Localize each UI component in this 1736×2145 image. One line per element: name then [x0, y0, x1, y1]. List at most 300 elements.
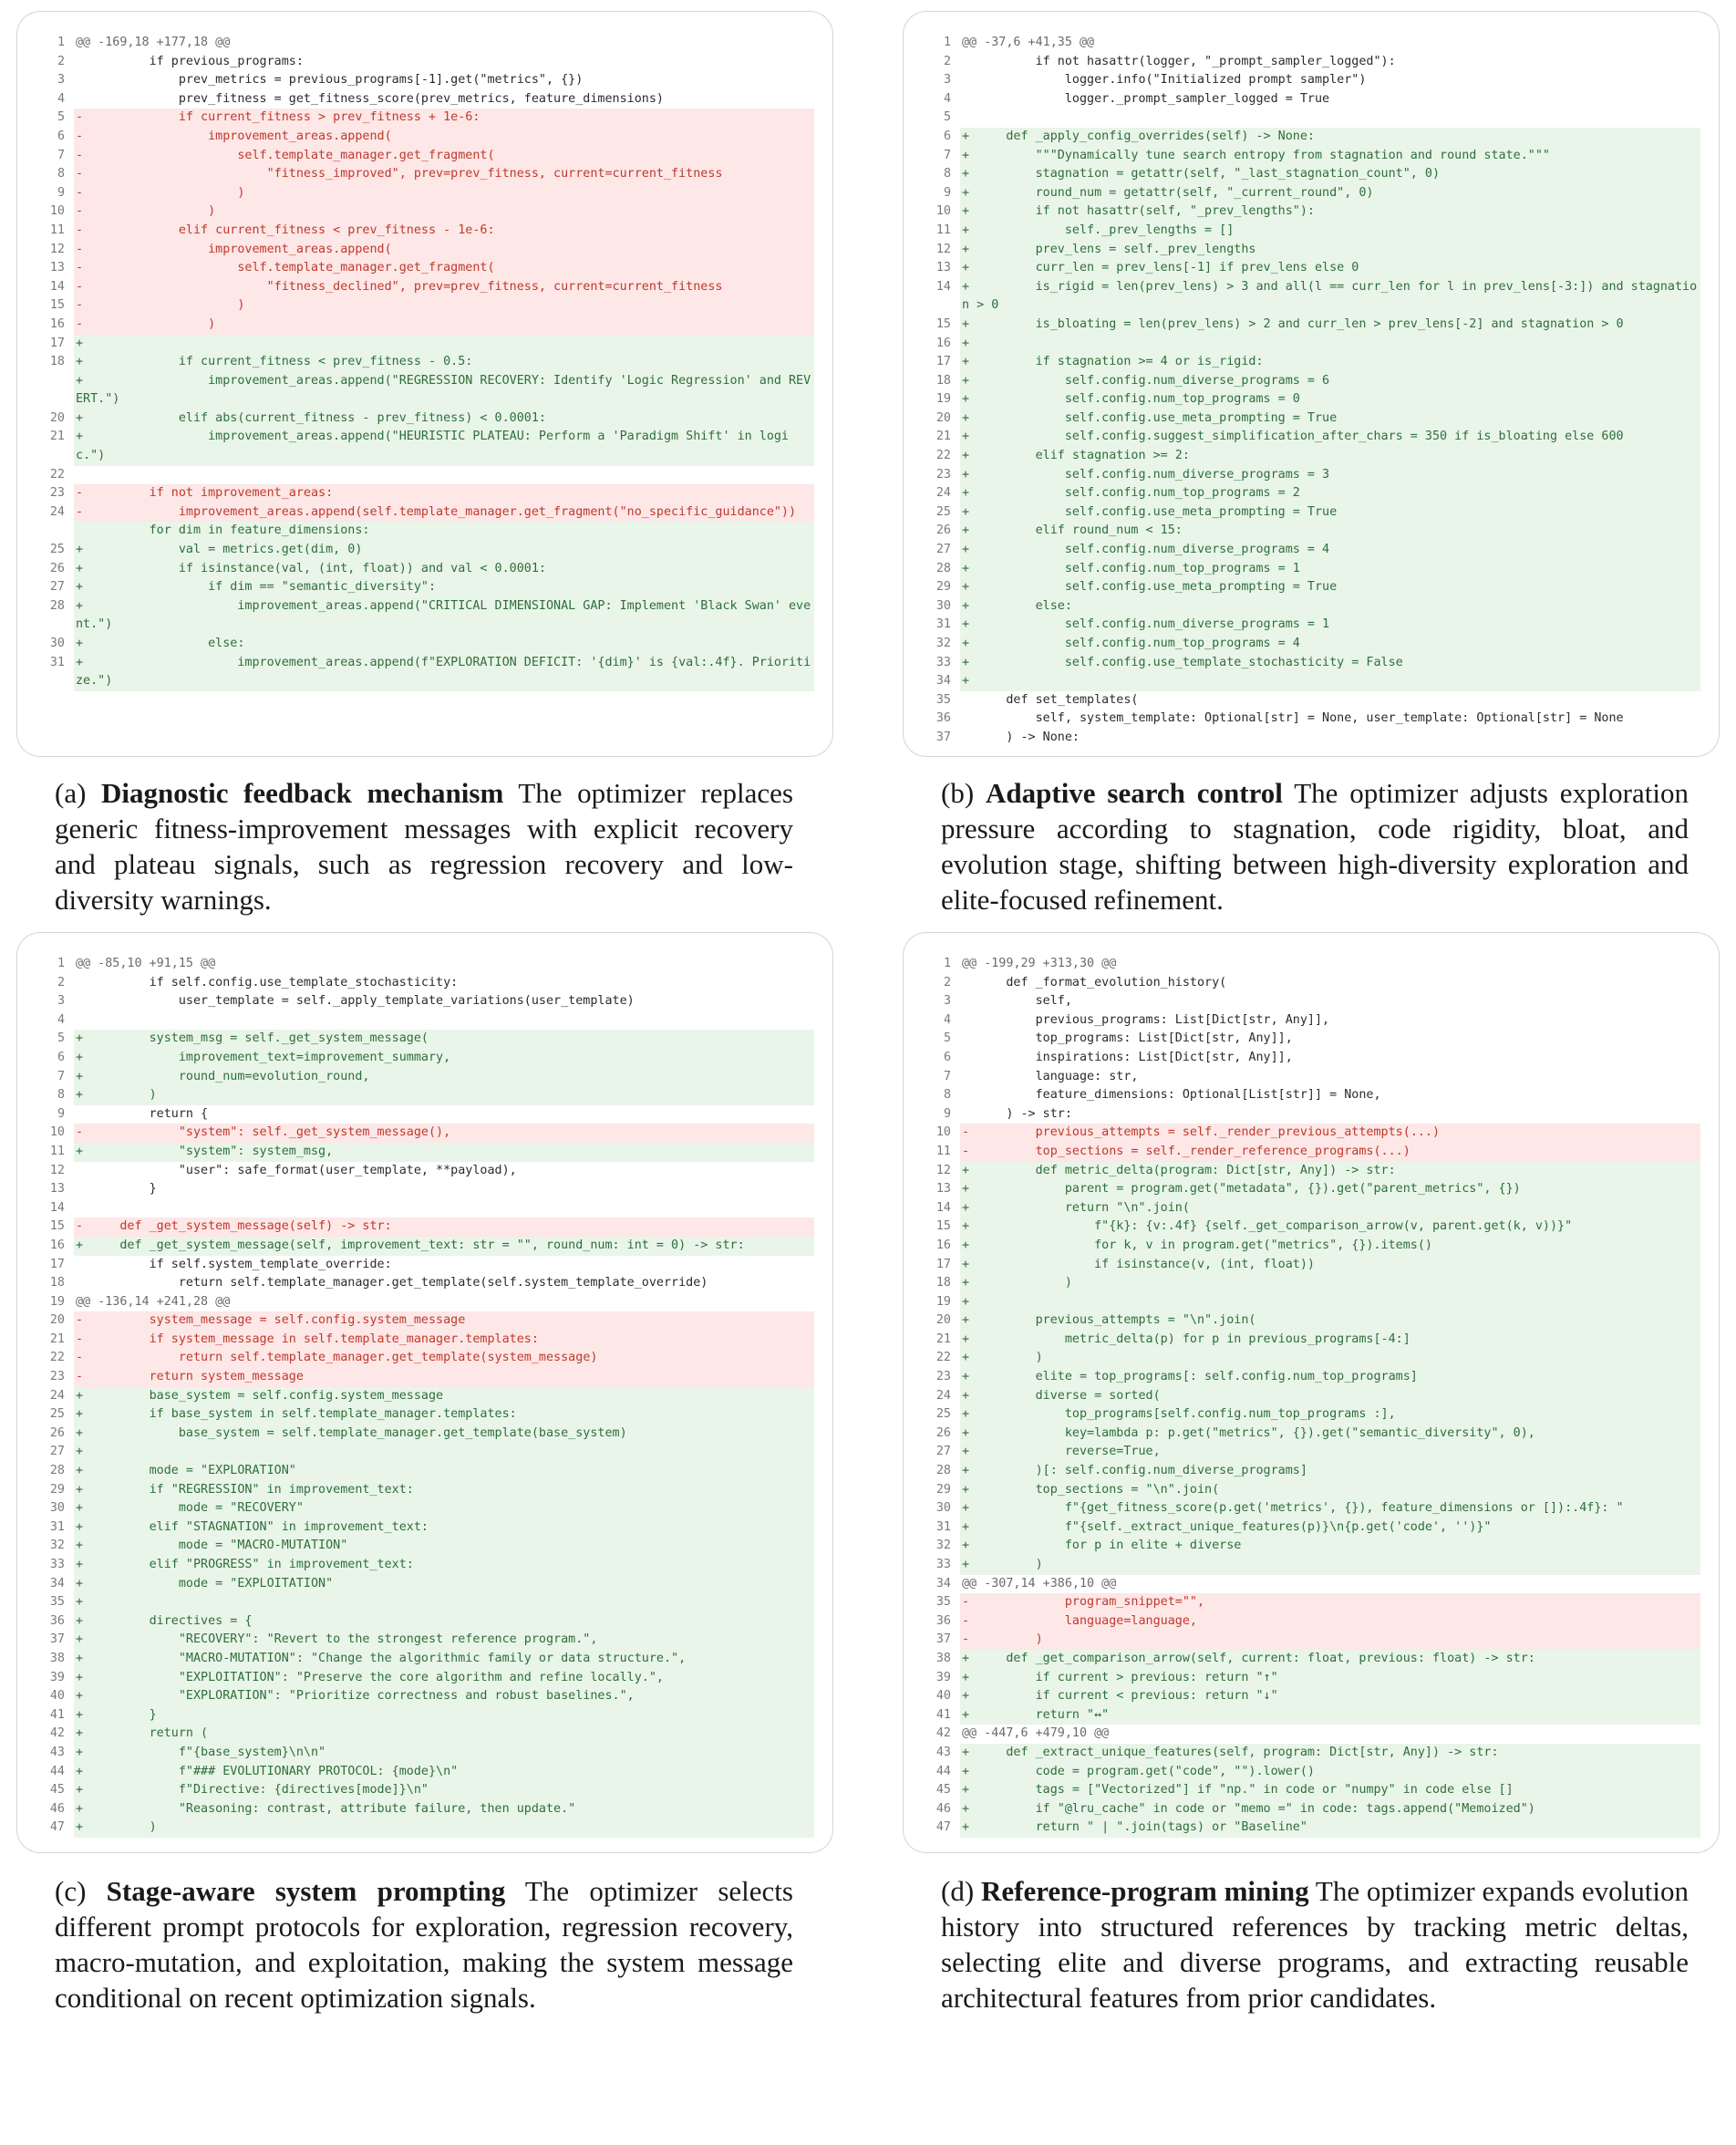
line-number: 22: [49, 467, 65, 482]
diff-line-add: [41, 1744, 814, 1763]
line-code: feature_dimensions: Optional[List[str]] = None,: [962, 1088, 1381, 1103]
line-code: + round_num=evolution_round,: [74, 1068, 814, 1087]
diff-line-add: [41, 1650, 814, 1669]
line-code: + elif stagnation >= 2:: [960, 447, 1700, 466]
line-number: 27: [935, 543, 951, 557]
diff-line-add: [927, 1443, 1700, 1462]
diff-line-add: [927, 1481, 1700, 1500]
line-number: 9: [943, 1106, 951, 1121]
diff-line-add: [41, 1030, 814, 1049]
line-number: 15: [935, 316, 951, 331]
line-code: + for p in elite + diverse: [960, 1537, 1700, 1556]
line-number: 17: [935, 355, 951, 369]
line-number: 40: [935, 1689, 951, 1704]
line-code: + round_num = getattr(self, "_current_round", 0): [960, 184, 1700, 203]
line-number: 16: [935, 336, 951, 350]
line-code: if not hasattr(logger, "_prompt_sampler_logged"):: [962, 54, 1396, 68]
line-code: - top_sections = self._render_reference_programs(...): [960, 1143, 1700, 1162]
line-number: 33: [935, 655, 951, 669]
diff-line-ctx: [41, 1011, 814, 1031]
line-number: 2: [57, 54, 65, 68]
diff-line-add: [41, 1537, 814, 1556]
line-number: 46: [935, 1801, 951, 1816]
line-code: + diverse = sorted(: [960, 1387, 1700, 1406]
line-code: + is_rigid = len(prev_lens) > 3 and all(l == curr_len for l in prev_lens[-3:]) and stagnation > 0: [960, 278, 1700, 316]
diff-line-add: [927, 1763, 1700, 1782]
line-code: for dim in feature_dimensions:: [74, 522, 814, 541]
line-code: + f"{self._extract_unique_features(p)}\n{p.get('code', '')}": [960, 1518, 1700, 1538]
line-code: if previous_programs:: [76, 54, 304, 68]
diff-line-add: [41, 428, 814, 465]
line-code: inspirations: List[Dict[str, Any]],: [962, 1050, 1293, 1064]
line-code: logger._prompt_sampler_logged = True: [962, 91, 1330, 106]
caption-c: [55, 1873, 793, 2015]
line-number: 20: [935, 410, 951, 425]
line-number: 6: [943, 1050, 951, 1064]
line-code: + base_system = self.template_manager.get_template(base_system): [74, 1425, 814, 1444]
line-code: + return " | ".join(tags) or "Baseline": [960, 1819, 1700, 1838]
line-number: 15: [935, 1219, 951, 1234]
diff-line-add: [41, 409, 814, 429]
line-code: + elif "PROGRESS" in improvement_text:: [74, 1556, 814, 1575]
diff-line-add: [41, 1499, 814, 1518]
diff-line-ctx: [41, 1105, 814, 1124]
line-number: 16: [49, 316, 65, 331]
line-code: + prev_lens = self._prev_lengths: [960, 241, 1700, 260]
caption-c-title: Stage-aware system prompting: [106, 1875, 506, 1907]
diff-line-add: [41, 1143, 814, 1162]
diff-line-add: [927, 1499, 1700, 1518]
line-number: 1: [943, 36, 951, 49]
caption-c-text: The optimizer selects different prompt protocols for exploration, regression recovery, macro-mutation, and exploitation, making the system message conditional on recent optimization signals.: [55, 1875, 793, 2014]
caption-a-label: (a): [55, 777, 87, 809]
diff-line-add: [927, 335, 1700, 354]
line-code: - "fitness_declined", prev=prev_fitness, current=current_fitness: [74, 278, 814, 297]
line-code: - ): [74, 184, 814, 203]
diff-line-add: [41, 1068, 814, 1087]
diff-line-ctx: [927, 1068, 1700, 1087]
diff-line-add: [927, 1819, 1700, 1838]
line-number: 4: [943, 91, 951, 106]
diff-line-ctx: [927, 992, 1700, 1011]
line-code: + self.config.num_top_programs = 2: [960, 484, 1700, 503]
line-number: [41, 522, 74, 541]
line-code: + parent = program.get("metadata", {}).get("parent_metrics", {}): [960, 1180, 1700, 1199]
line-number: 30: [49, 1501, 65, 1516]
line-code: self, system_template: Optional[str] = None, user_template: Optional[str] = None: [962, 711, 1624, 726]
diff-line-ctx: [927, 691, 1700, 710]
diff-line-add: [41, 522, 814, 541]
line-number: 25: [49, 543, 65, 557]
line-code: + self.config.num_top_programs = 4: [960, 635, 1700, 654]
line-code: - program_snippet="",: [960, 1593, 1700, 1612]
line-number: 13: [49, 1182, 65, 1197]
line-code: if self.config.use_template_stochasticity:: [76, 975, 459, 990]
line-code: + else:: [960, 597, 1700, 617]
diff-line-add: [927, 1518, 1700, 1538]
diff-line-add: [927, 597, 1700, 617]
diff-line-del: [41, 128, 814, 147]
line-number: 7: [57, 1069, 65, 1083]
line-number: 26: [935, 523, 951, 538]
diff-line-ctx: [927, 90, 1700, 109]
line-code: + "Reasoning: contrast, attribute failure, then update.": [74, 1800, 814, 1819]
diff-line-add: [927, 578, 1700, 597]
line-number: 2: [943, 975, 951, 990]
diff-line-add: [41, 1612, 814, 1632]
diff-line-add: [927, 428, 1700, 447]
diff-line-add: [927, 541, 1700, 560]
line-number: 14: [49, 1200, 65, 1215]
line-code: + mode = "EXPLOITATION": [74, 1575, 814, 1594]
line-number: 11: [49, 223, 65, 237]
line-number: 29: [49, 1482, 65, 1497]
line-number: 9: [57, 185, 65, 200]
line-number: 15: [49, 1219, 65, 1234]
diff-line-del: [41, 1331, 814, 1350]
diff-line-del: [41, 1349, 814, 1368]
line-number: 15: [49, 298, 65, 313]
diff-line-add: [41, 1669, 814, 1688]
line-number: 37: [935, 730, 951, 744]
line-code: prev_fitness = get_fitness_score(prev_metrics, feature_dimensions): [76, 91, 664, 106]
diff-line-ctx: [41, 90, 814, 109]
line-code: + val = metrics.get(dim, 0): [74, 541, 814, 560]
diff-line-add: [927, 1556, 1700, 1575]
line-number: 24: [935, 1388, 951, 1403]
line-number: 4: [57, 91, 65, 106]
diff-line-add: [927, 466, 1700, 485]
line-number: 46: [49, 1801, 65, 1816]
line-code: + return (: [74, 1725, 814, 1744]
diff-line-add: [41, 1631, 814, 1650]
line-code: + tags = ["Vectorized"] if "np." in code or "numpy" in code else []: [960, 1781, 1700, 1800]
line-number: 20: [49, 1313, 65, 1328]
line-code: + self.config.num_diverse_programs = 6: [960, 372, 1700, 391]
diff-line-hunk: [927, 34, 1700, 53]
line-code: + is_bloating = len(prev_lens) > 2 and curr_len > prev_lens[-2] and stagnation > 0: [960, 316, 1700, 335]
line-number: 45: [935, 1783, 951, 1798]
line-code: }: [76, 1182, 157, 1197]
caption-b: [941, 775, 1689, 917]
diff-line-ctx: [41, 466, 814, 485]
line-code: prev_metrics = previous_programs[-1].get("metrics", {}): [76, 73, 584, 88]
diff-line-add: [927, 147, 1700, 166]
diff-line-add: [41, 597, 814, 635]
line-number: 42: [935, 1726, 951, 1741]
line-code: + mode = "MACRO-MUTATION": [74, 1537, 814, 1556]
diff-line-add: [927, 1331, 1700, 1350]
line-number: 5: [57, 110, 65, 125]
line-code: @@ -447,6 +479,10 @@: [962, 1726, 1110, 1741]
line-number: 20: [935, 1313, 951, 1328]
line-code: + stagnation = getattr(self, "_last_stagnation_count", 0): [960, 165, 1700, 184]
line-code: + reverse=True,: [960, 1443, 1700, 1462]
diff-line-ctx: [41, 1256, 814, 1275]
line-number: 36: [49, 1613, 65, 1628]
line-code: + f"{get_fitness_score(p.get('metrics', {}), feature_dimensions or []):.4f}: ": [960, 1499, 1700, 1518]
line-code: @@ -307,14 +386,10 @@: [962, 1576, 1117, 1591]
line-code: - ): [74, 202, 814, 222]
line-code: + }: [74, 1706, 814, 1725]
diff-line-add: [927, 484, 1700, 503]
diff-line-ctx: [927, 1049, 1700, 1068]
diff-line-add: [927, 522, 1700, 541]
diff-line-del: [41, 1368, 814, 1387]
line-code: user_template = self._apply_template_variations(user_template): [76, 994, 635, 1009]
line-number: 17: [49, 336, 65, 350]
caption-d-title: Reference-program mining: [980, 1875, 1309, 1907]
line-number: 32: [935, 637, 951, 650]
diff-line-hunk: [927, 1725, 1700, 1744]
line-number: 40: [49, 1689, 65, 1704]
line-number: 44: [935, 1764, 951, 1778]
code-panel-b: [903, 11, 1720, 757]
diff-line-add: [927, 635, 1700, 654]
line-code: + def _apply_config_overrides(self) -> None:: [960, 128, 1700, 147]
line-number: 18: [935, 373, 951, 388]
line-code: + improvement_areas.append(f"EXPLORATION DEFICIT: '{dim}' is {val:.4f}. Prioritize."): [74, 654, 814, 691]
line-code: ) -> str:: [962, 1106, 1072, 1121]
line-number: 26: [935, 1425, 951, 1440]
line-code: + self._prev_lengths = []: [960, 222, 1700, 241]
diff-line-hunk: [927, 1575, 1700, 1594]
line-code: + if stagnation >= 4 or is_rigid:: [960, 353, 1700, 372]
diff-line-add: [927, 1218, 1700, 1237]
diff-line-add: [927, 353, 1700, 372]
line-code: - language=language,: [960, 1612, 1700, 1632]
line-code: - "system": self._get_system_message(),: [74, 1124, 814, 1143]
line-number: 11: [935, 223, 951, 237]
caption-a-title: Diagnostic feedback mechanism: [100, 777, 504, 809]
diff-line-add: [927, 278, 1700, 316]
line-number: 1: [57, 36, 65, 49]
line-code: @@ -136,14 +241,28 @@: [76, 1294, 231, 1309]
line-code: + key=lambda p: p.get("metrics", {}).get("semantic_diversity", 0),: [960, 1425, 1700, 1444]
diff-line-del: [41, 1311, 814, 1331]
line-number: 8: [943, 167, 951, 181]
line-code: + if isinstance(val, (int, float)) and val < 0.0001:: [74, 560, 814, 579]
line-number: 28: [935, 1464, 951, 1478]
diff-line-add: [927, 1425, 1700, 1444]
line-code: + "RECOVERY": "Revert to the strongest reference program.",: [74, 1631, 814, 1650]
diff-line-add: [927, 1687, 1700, 1706]
line-number: 31: [935, 1519, 951, 1534]
diff-line-add: [41, 1462, 814, 1481]
line-number: 31: [49, 1519, 65, 1534]
diff-line-add: [927, 222, 1700, 241]
line-code: + def metric_delta(program: Dict[str, Any]) -> str:: [960, 1162, 1700, 1181]
line-number: 3: [57, 994, 65, 1009]
diff-line-add: [41, 541, 814, 560]
line-number: 19: [935, 392, 951, 407]
line-number: 25: [935, 504, 951, 519]
line-code: + system_msg = self._get_system_message(: [74, 1030, 814, 1049]
diff-line-del: [41, 1124, 814, 1143]
diff-line-ctx: [927, 974, 1700, 993]
diff-line-add: [41, 1086, 814, 1105]
line-number: 23: [49, 486, 65, 501]
line-number: 8: [57, 167, 65, 181]
line-number: 2: [57, 975, 65, 990]
line-number: 18: [49, 1276, 65, 1290]
diff-line-del: [41, 109, 814, 128]
line-code: - improvement_areas.append(self.template_manager.get_fragment("no_specific_guidance")): [74, 503, 814, 523]
diff-line-add: [927, 1387, 1700, 1406]
line-code: + improvement_areas.append("HEURISTIC PLATEAU: Perform a 'Paradigm Shift' in logic."): [74, 428, 814, 465]
line-number: 18: [935, 1276, 951, 1290]
line-number: 11: [935, 1144, 951, 1158]
line-number: 28: [49, 598, 65, 613]
diff-line-del: [41, 147, 814, 166]
line-code: + top_programs[self.config.num_top_programs :],: [960, 1405, 1700, 1425]
diff-line-add: [927, 616, 1700, 635]
diff-line-del: [41, 184, 814, 203]
caption-d: [941, 1873, 1689, 2015]
line-code: +: [960, 672, 1700, 691]
line-code: return {: [76, 1106, 209, 1121]
diff-line-del: [41, 1218, 814, 1237]
diff-line-del: [41, 259, 814, 278]
caption-b-text: The optimizer adjusts exploration pressure according to stagnation, code rigidity, bloat, and evolution stage, shifting between high-diversity exploration and elite-focused refinement.: [941, 777, 1689, 916]
diff-line-add: [927, 654, 1700, 673]
line-number: 36: [935, 1613, 951, 1628]
line-code: + self.config.num_diverse_programs = 4: [960, 541, 1700, 560]
diff-line-ctx: [927, 1011, 1700, 1031]
line-code: language: str,: [962, 1069, 1139, 1083]
line-number: 25: [935, 1407, 951, 1422]
diff-line-add: [927, 1199, 1700, 1218]
diff-line-del: [41, 165, 814, 184]
diff-line-add: [41, 1819, 814, 1838]
line-number: 21: [935, 1332, 951, 1346]
diff-line-hunk: [927, 955, 1700, 974]
diff-line-hunk: [41, 955, 814, 974]
line-code: + return "↔": [960, 1706, 1700, 1725]
line-code: + ): [960, 1556, 1700, 1575]
line-number: 17: [935, 1257, 951, 1271]
line-number: 2: [943, 54, 951, 68]
line-code: + ): [74, 1086, 814, 1105]
line-code: + self.config.num_top_programs = 0: [960, 390, 1700, 409]
line-code: - elif current_fitness < prev_fitness - 1e-6:: [74, 222, 814, 241]
diff-line-add: [927, 128, 1700, 147]
line-code: + "EXPLORATION": "Prioritize correctness and robust baselines.",: [74, 1687, 814, 1706]
diff-line-ctx: [41, 53, 814, 72]
code-panel-c: [16, 932, 833, 1853]
line-number: 31: [935, 617, 951, 632]
line-code: + ): [960, 1274, 1700, 1293]
line-code: + if "@lru_cache" in code or "memo =" in code: tags.append("Memoized"): [960, 1800, 1700, 1819]
line-number: 16: [49, 1238, 65, 1252]
line-code: - if system_message in self.template_manager.templates:: [74, 1331, 814, 1350]
line-number: [41, 372, 74, 409]
line-code: @@ -37,6 +41,35 @@: [962, 36, 1095, 49]
line-number: 22: [935, 1351, 951, 1365]
line-code: + self.config.use_meta_prompting = True: [960, 409, 1700, 429]
line-number: 4: [943, 1012, 951, 1027]
diff-line-add: [927, 1256, 1700, 1275]
line-number: 1: [943, 957, 951, 970]
line-number: 47: [935, 1820, 951, 1835]
diff-line-add: [41, 654, 814, 691]
caption-a-text: The optimizer replaces generic fitness-improvement messages with explicit recovery and plateau signals, such as regression recovery and low-diversity warnings.: [55, 777, 793, 916]
diff-line-hunk: [41, 34, 814, 53]
diff-line-add: [41, 635, 814, 654]
line-number: 32: [935, 1539, 951, 1553]
diff-line-add: [927, 1706, 1700, 1725]
diff-line-add: [927, 672, 1700, 691]
line-number: 8: [57, 1088, 65, 1103]
diff-line-add: [927, 447, 1700, 466]
line-number: 35: [935, 692, 951, 707]
line-number: 21: [935, 430, 951, 444]
line-number: 1: [57, 957, 65, 970]
line-code: + f"### EVOLUTIONARY PROTOCOL: {mode}\n": [74, 1763, 814, 1782]
line-number: 7: [57, 148, 65, 162]
diff-line-add: [41, 1593, 814, 1612]
line-number: 43: [935, 1745, 951, 1759]
line-code: [74, 466, 814, 485]
line-number: 11: [49, 1144, 65, 1158]
line-code: - if not improvement_areas:: [74, 484, 814, 503]
diff-line-add: [927, 1800, 1700, 1819]
diff-line-add: [927, 1650, 1700, 1669]
line-code: - previous_attempts = self._render_previous_attempts(...): [960, 1124, 1700, 1143]
line-code: + self.config.use_meta_prompting = True: [960, 503, 1700, 523]
line-code: + metric_delta(p) for p in previous_programs[-4:]: [960, 1331, 1700, 1350]
line-code: + self.config.use_meta_prompting = True: [960, 578, 1700, 597]
line-number: 23: [935, 467, 951, 482]
line-code: + )[: self.config.num_diverse_programs]: [960, 1462, 1700, 1481]
diff-line-ctx: [41, 1180, 814, 1199]
line-number: 20: [49, 410, 65, 425]
line-code: + improvement_areas.append("CRITICAL DIMENSIONAL GAP: Implement 'Black Swan' event."): [74, 597, 814, 635]
diff-line-add: [927, 259, 1700, 278]
line-number: 22: [935, 449, 951, 463]
line-number: 26: [49, 561, 65, 575]
diff-line-add: [41, 353, 814, 372]
diff-line-add: [927, 316, 1700, 335]
line-number: 47: [49, 1820, 65, 1835]
line-code: + "MACRO-MUTATION": "Change the algorithmic family or data structure.",: [74, 1650, 814, 1669]
line-number: 3: [943, 73, 951, 88]
line-code: + def _get_comparison_arrow(self, current: float, previous: float) -> str:: [960, 1650, 1700, 1669]
diff-line-add: [41, 1387, 814, 1406]
line-code: - improvement_areas.append(: [74, 128, 814, 147]
diff-line-ctx: [927, 729, 1700, 748]
diff-line-del: [927, 1143, 1700, 1162]
line-code: + if not hasattr(self, "_prev_lengths"):: [960, 202, 1700, 222]
diff-line-add: [927, 1781, 1700, 1800]
line-number: 34: [49, 1576, 65, 1591]
line-number: 38: [935, 1651, 951, 1665]
line-number: 27: [49, 1445, 65, 1459]
line-code: + f"Directive: {directives[mode]}\n": [74, 1781, 814, 1800]
diff-line-add: [927, 1237, 1700, 1256]
line-code: + top_sections = "\n".join(: [960, 1481, 1700, 1500]
line-number: 37: [49, 1632, 65, 1647]
line-code: + if dim == "semantic_diversity":: [74, 578, 814, 597]
diff-line-ctx: [927, 710, 1700, 729]
line-number: 44: [49, 1764, 65, 1778]
diff-line-add: [927, 1349, 1700, 1368]
diff-line-del: [927, 1612, 1700, 1632]
line-number: 14: [935, 1200, 951, 1215]
diff-line-add: [41, 1481, 814, 1500]
line-code: + elif "STAGNATION" in improvement_text:: [74, 1518, 814, 1538]
line-code: + return "\n".join(: [960, 1199, 1700, 1218]
